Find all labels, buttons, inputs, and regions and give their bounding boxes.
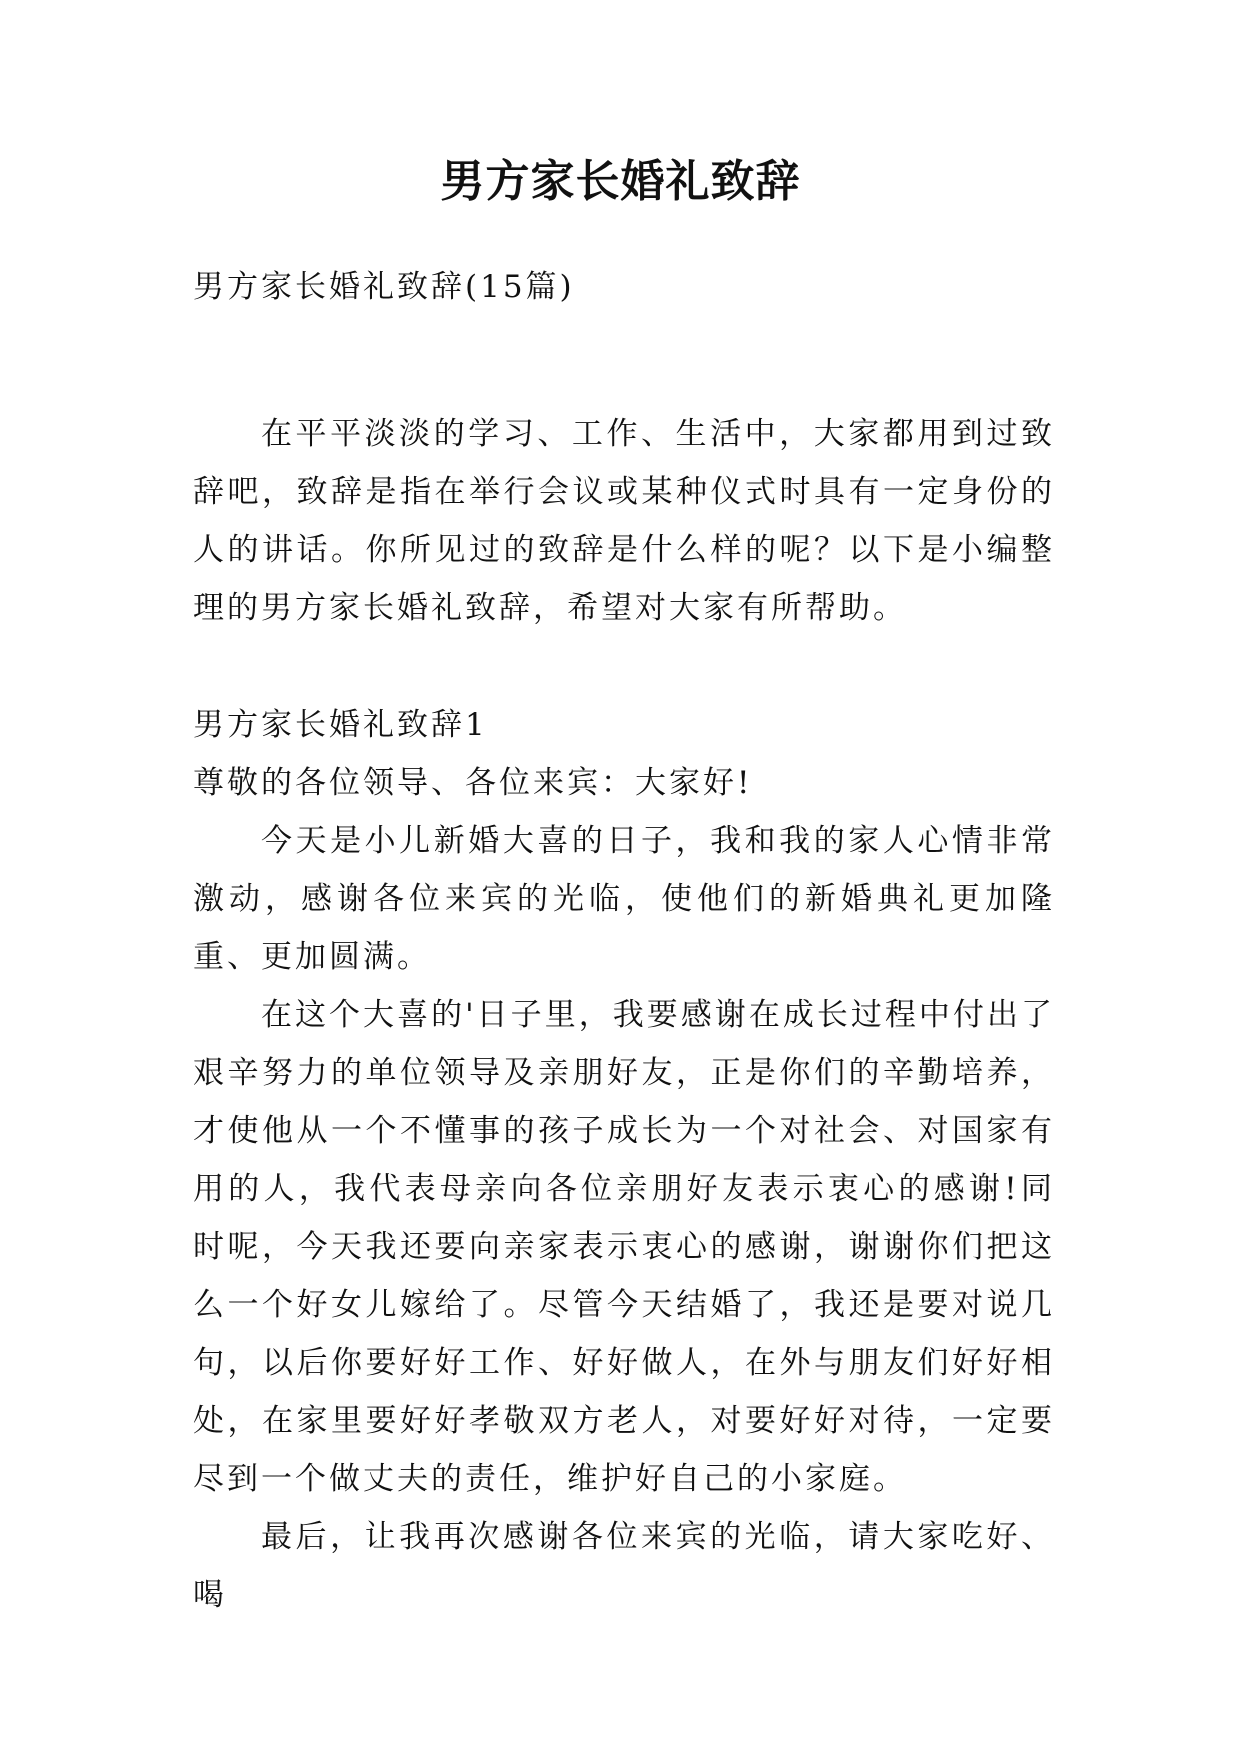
section-heading: 男方家长婚礼致辞1 xyxy=(193,707,488,743)
greeting-line: 尊敬的各位领导、各位来宾：大家好! xyxy=(193,765,753,801)
body-paragraph: 在这个大喜的'日子里，我要感谢在成长过程中付出了艰辛努力的单位领导及亲朋好友，正是你们的辛勤培养，才使他从一个不懂事的孩子成长为一个对社会、对国家有用的人，我代表母亲向各位亲朋好友表示衷心的感谢!同时呢，今天我还要向亲家表示衷心的感谢，谢谢你们把这么一个好女儿嫁给了。尽管今天结婚了，我还是要对说几句，以后你要好好工作、好好做人，在外与朋友们好好相处，在家里要好好孝敬双方老人，对要好好对待，一定要尽到一个做丈夫的责任，维护好自己的小家庭。 xyxy=(193,997,1055,1497)
document-title: 男方家长婚礼致辞 xyxy=(440,156,801,207)
intro-paragraph: 在平平淡淡的学习、工作、生活中，大家都用到过致辞吧，致辞是指在举行会议或某种仪式时具有一定身份的人的讲话。你所见过的致辞是什么样的呢？以下是小编整理的男方家长婚礼致辞，希望对大家有所帮助。 xyxy=(193,416,1055,626)
body-paragraph: 今天是小儿新婚大喜的日子，我和我的家人心情非常激动，感谢各位来宾的光临，使他们的新婚典礼更加隆重、更加圆满。 xyxy=(193,823,1055,975)
body-paragraph: 最后，让我再次感谢各位来宾的光临，请大家吃好、喝 xyxy=(193,1519,1055,1613)
document-subtitle: 男方家长婚礼致辞(15篇) xyxy=(193,269,575,305)
